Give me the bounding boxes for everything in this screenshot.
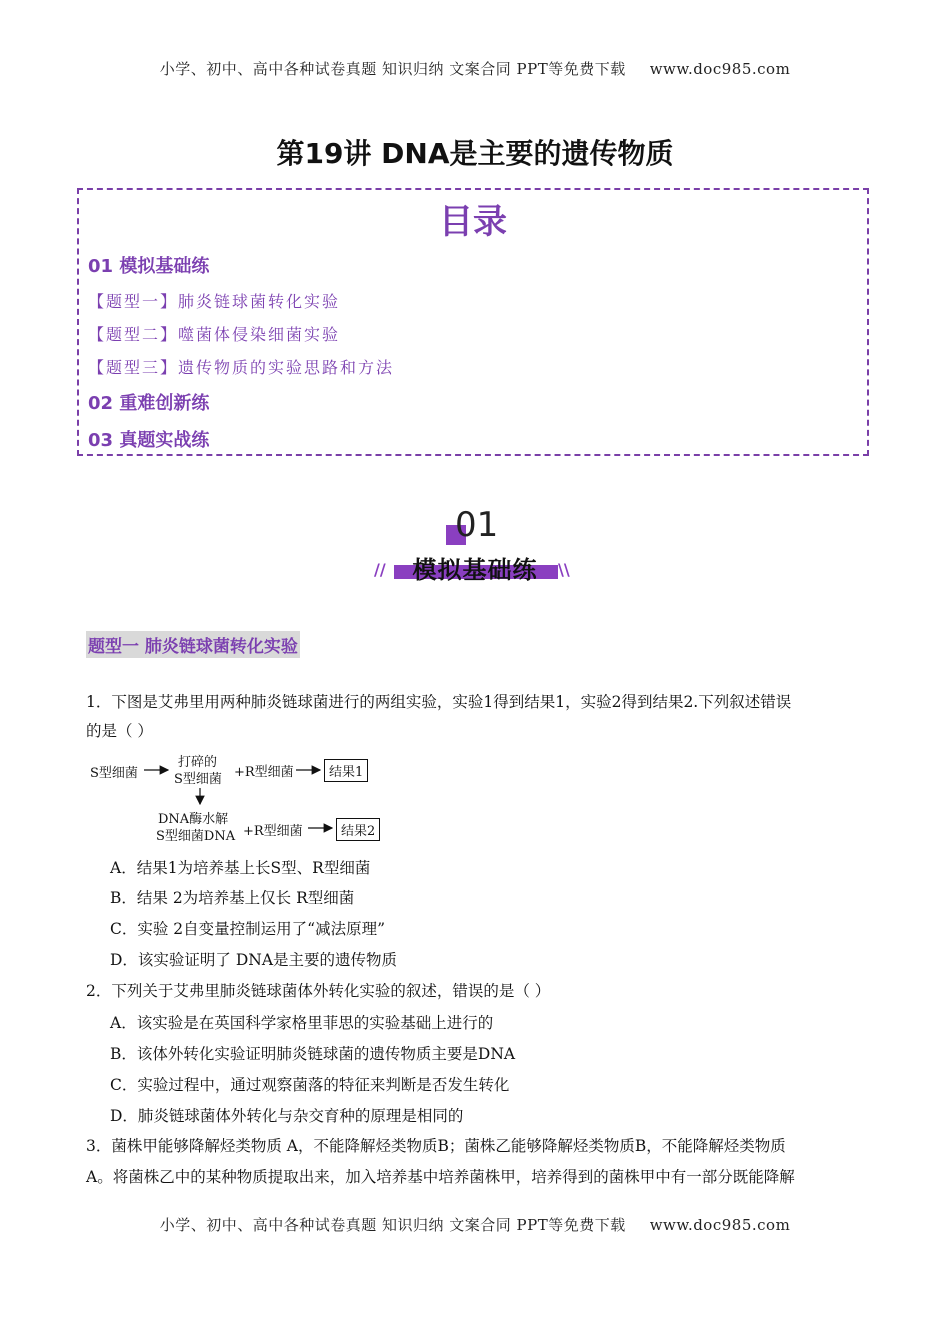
diagram-plus-r-1: +R型细菌 <box>234 765 294 780</box>
toc-item-real-exam-practice[interactable]: 03 真题实战练 <box>88 430 210 451</box>
document-title: 第19讲 DNA是主要的遗传物质 <box>276 137 674 170</box>
table-of-contents <box>77 188 869 456</box>
question-2-option-a: A．该实验是在英国科学家格里菲思的实验基础上进行的 <box>110 1014 494 1032</box>
diagram-crushed-line-2: S型细菌 <box>174 772 222 787</box>
header-site-link[interactable]: www.doc985.com <box>649 60 791 78</box>
toc-item-basic-practice[interactable]: 01 模拟基础练 <box>88 256 210 277</box>
question-1-option-d: D．该实验证明了 DNA是主要的遗传物质 <box>110 951 398 969</box>
toc-item-type-two[interactable]: 【题型二】噬菌体侵染细菌实验 <box>88 325 341 344</box>
question-1-line-1: 1．下图是艾弗里用两种肺炎链球菌进行的两组实验，实验1得到结果1，实验2得到结果2.下列叙述错误 <box>86 693 792 711</box>
question-2-line-1: 2．下列关于艾弗里肺炎链球菌体外转化实验的叙述，错误的是（ ） <box>86 982 551 1000</box>
toc-item-type-three[interactable]: 【题型三】遗传物质的实验思路和方法 <box>88 358 395 377</box>
diagram-dnase-line-2: S型细菌DNA <box>156 829 236 844</box>
diagram-result-1-box: 结果1 <box>324 759 368 782</box>
question-type-heading: 题型一 肺炎链球菌转化实验 <box>86 631 300 658</box>
banner-label: 模拟基础练 <box>412 556 538 584</box>
question-3-line-1: 3．菌株甲能够降解烃类物质 A，不能降解烃类物质B；菌株乙能够降解烃类物质B，不能降解烃类物质 <box>86 1137 786 1155</box>
footer-site-link[interactable]: www.doc985.com <box>649 1216 791 1234</box>
question-1-line-2: 的是（ ） <box>86 722 153 740</box>
question-1-option-a: A．结果1为培养基上长S型、R型细菌 <box>110 859 371 877</box>
page-footer <box>0 1214 950 1235</box>
diagram-dnase-line-1: DNA酶水解 <box>158 812 229 827</box>
banner-number: 01 <box>455 505 499 545</box>
question-3-line-2: A。将菌株乙中的某种物质提取出来，加入培养基中培养菌株甲，培养得到的菌株甲中有一部分既能降解 <box>86 1168 795 1186</box>
banner-right-slash-icon: \\ <box>558 560 570 579</box>
question-2-option-d: D．肺炎链球菌体外转化与杂交育种的原理是相同的 <box>110 1107 464 1125</box>
diagram-result-2-box: 结果2 <box>336 818 380 841</box>
diagram-plus-r-2: +R型细菌 <box>243 824 303 839</box>
header-text: 小学、初中、高中各种试卷真题 知识归纳 文案合同 PPT等免费下载 <box>159 60 626 78</box>
toc-item-type-one[interactable]: 【题型一】肺炎链球菌转化实验 <box>88 292 341 311</box>
diagram-s-bacteria: S型细菌 <box>90 766 138 781</box>
page-header <box>0 58 950 79</box>
section-banner <box>370 505 580 595</box>
footer-text: 小学、初中、高中各种试卷真题 知识归纳 文案合同 PPT等免费下载 <box>159 1216 626 1234</box>
question-1-option-c: C．实验 2自变量控制运用了“减法原理” <box>110 920 385 938</box>
question-1-option-b: B．结果 2为培养基上仅长 R型细菌 <box>110 889 355 907</box>
diagram-crushed-line-1: 打碎的 <box>178 755 218 770</box>
experiment-diagram <box>86 748 406 848</box>
banner-left-slash-icon: // <box>374 560 386 579</box>
toc-heading: 目录 <box>439 202 507 242</box>
toc-item-innovation-practice[interactable]: 02 重难创新练 <box>88 393 210 414</box>
question-2-option-b: B．该体外转化实验证明肺炎链球菌的遗传物质主要是DNA <box>110 1045 516 1063</box>
question-2-option-c: C．实验过程中，通过观察菌落的特征来判断是否发生转化 <box>110 1076 510 1094</box>
